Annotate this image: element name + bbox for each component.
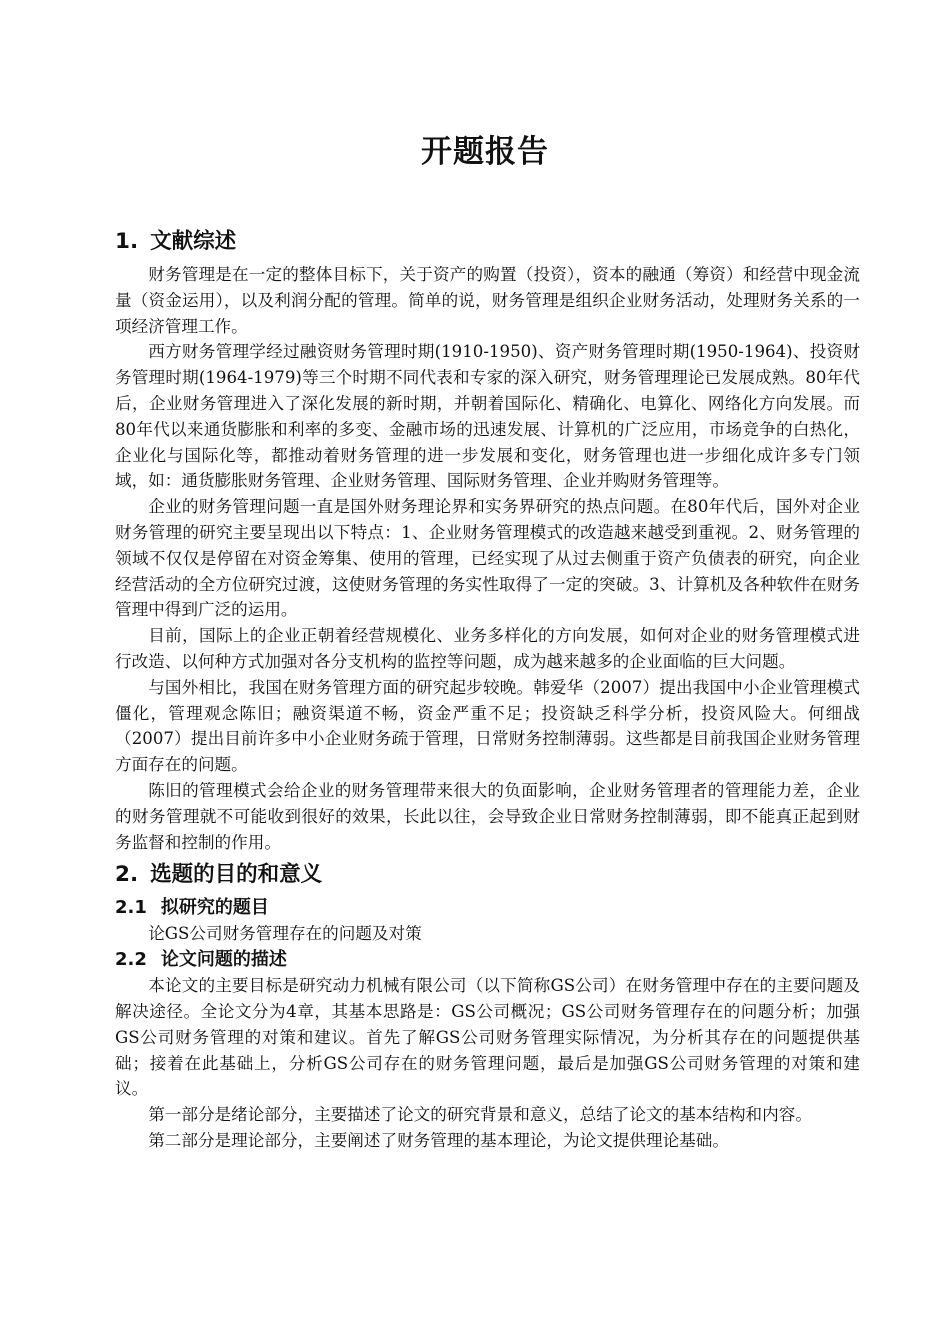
section-title: 文献综述	[150, 229, 237, 254]
section-heading-literature-review	[115, 222, 860, 262]
paragraph: 企业的财务管理问题一直是国外财务理论界和实务界研究的热点问题。在80年代后，国外对企业财务管理的研究主要呈现出以下特点：1、企业财务管理模式的改造越来越受到重视。2、财务管理的领域不仅仅是停留在对资金筹集、使用的管理，已经实现了从过去侧重于资产负债表的研究，向企业经营活动的全方位研究过渡，这使财务管理的务实性取得了一定的突破。3、计算机及各种软件在财务管理中得到广泛的运用。	[115, 497, 860, 620]
document-title: 开题报告	[421, 134, 549, 170]
subsection-heading-problem-description	[115, 947, 860, 973]
paragraph: 本论文的主要目标是研究动力机械有限公司（以下简称GS公司）在财务管理中存在的主要问题及解决途径。全论文分为4章，其基本思路是：GS公司概况；GS公司财务管理存在的问题分析；加强GS公司财务管理的对策和建议。首先了解GS公司财务管理实际情况，为分析其存在的问题提供基础；接着在此基础上，分析GS公司存在的财务管理问题，最后是加强GS公司财务管理的对策和建议。	[115, 976, 860, 1099]
paragraph: 西方财务管理学经过融资财务管理时期(1910-1950)、资产财务管理时期(1950-1964)、投资财务管理时期(1964-1979)等三个时期不同代表和专家的深入研究，财务管理理论已发展成熟。80年代后，企业财务管理进入了深化发展的新时期，并朝着国际化、精确化、电算化、网络化方向发展。而80年代以来通货膨胀和利率的多变、金融市场的迅速发展、计算机的广泛应用，市场竞争的白热化，企业化与国际化等，都推动着财务管理的进一步发展和变化，财务管理也进一步细化成许多专门领域，如：通货膨胀财务管理、企业财务管理、国际财务管理、企业并购财务管理等。	[115, 342, 860, 491]
subsection-number: 2.2	[115, 949, 147, 971]
paragraph: 目前，国际上的企业正朝着经营规模化、业务多样化的方向发展，如何对企业的财务管理模式进行改造、以何种方式加强对各分支机构的监控等问题，成为越来越多的企业面临的巨大问题。	[115, 626, 860, 671]
section-title: 选题的目的和意义	[150, 862, 323, 888]
document-body	[115, 222, 860, 1154]
section-heading-purpose-significance	[115, 855, 860, 895]
subsection-title: 拟研究的题目	[160, 897, 269, 919]
paragraph: 第二部分是理论部分，主要阐述了财务管理的基本理论，为论文提供理论基础。	[148, 1130, 729, 1150]
section-number: 1.	[115, 229, 139, 254]
paragraph: 论GS公司财务管理存在的问题及对策	[148, 924, 422, 944]
paragraph: 与国外相比，我国在财务管理方面的研究起步较晚。韩爱华（2007）提出我国中小企业管理模式僵化，管理观念陈旧；融资渠道不畅，资金严重不足；投资缺乏科学分析，投资风险大。何细战（2007）提出目前许多中小企业财务疏于管理，日常财务控制薄弱。这些都是目前我国企业财务管理方面存在的问题。	[115, 677, 860, 775]
paragraph: 财务管理是在一定的整体目标下，关于资产的购置（投资），资本的融通（筹资）和经营中现金流量（资金运用），以及利润分配的管理。简单的说，财务管理是组织企业财务活动，处理财务关系的一项经济管理工作。	[115, 265, 860, 336]
paragraph: 第一部分是绪论部分，主要描述了论文的研究背景和意义，总结了论文的基本结构和内容。	[148, 1105, 812, 1125]
paragraph: 陈旧的管理模式会给企业的财务管理带来很大的负面影响，企业财务管理者的管理能力差，企业的财务管理就不可能收到很好的效果，长此以往，会导致企业日常财务控制薄弱，即不能真正起到财务监督和控制的作用。	[115, 780, 860, 852]
section-number: 2.	[115, 862, 139, 888]
subsection-number: 2.1	[115, 897, 147, 919]
subsection-title: 论文问题的描述	[160, 949, 287, 971]
subsection-heading-research-topic	[115, 895, 860, 921]
